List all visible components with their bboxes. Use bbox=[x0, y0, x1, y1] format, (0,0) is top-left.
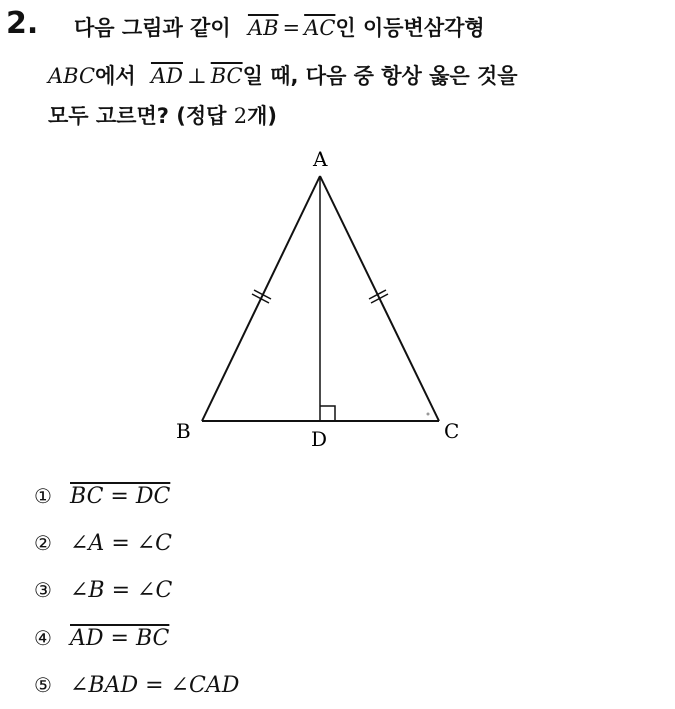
right-angle-mark bbox=[320, 406, 335, 421]
choice-4[interactable] bbox=[34, 626, 169, 651]
segment-ab: $\overline{AB}$ bbox=[247, 16, 279, 40]
question-line-3 bbox=[48, 100, 277, 130]
choice-1[interactable] bbox=[34, 484, 170, 509]
choice-text: ∠BAD = ∠CAD bbox=[70, 673, 240, 698]
triangle-figure bbox=[160, 140, 480, 460]
question-text: 에서 bbox=[95, 64, 136, 88]
vertex-label-a: A bbox=[313, 147, 328, 171]
question-line-2 bbox=[48, 60, 518, 90]
choice-text: BC = DC bbox=[70, 484, 171, 509]
choice-text: AD = BC bbox=[70, 626, 170, 651]
question-text: 개) bbox=[247, 104, 277, 128]
question-text: 다음 그림과 같이 bbox=[74, 16, 231, 40]
segment-ac: $\overline{AC}$ bbox=[304, 16, 336, 40]
angle-mark-c bbox=[427, 413, 430, 416]
vertex-label-d: D bbox=[311, 427, 328, 451]
question-line-1 bbox=[74, 12, 485, 42]
triangle-name: ABC bbox=[48, 64, 96, 88]
choice-mark: ④ bbox=[34, 626, 52, 650]
choice-2[interactable] bbox=[34, 531, 172, 556]
choice-mark: ③ bbox=[34, 578, 52, 602]
segment-ad: $\overline{AD}$ bbox=[150, 64, 183, 88]
segment-bc: $\overline{BC}$ bbox=[210, 64, 243, 88]
question-number: 2. bbox=[6, 6, 39, 41]
question-text: 인 이등변삼각형 bbox=[335, 16, 485, 40]
choice-mark: ② bbox=[34, 531, 52, 555]
vertex-label-b: B bbox=[176, 419, 191, 443]
choice-text: ∠A = ∠C bbox=[70, 531, 173, 556]
choice-mark: ① bbox=[34, 484, 52, 508]
perpendicular-sign: ⊥ bbox=[186, 64, 207, 88]
equals-sign: = bbox=[282, 16, 301, 40]
vertex-label-c: C bbox=[444, 419, 460, 443]
choice-text: ∠B = ∠C bbox=[70, 578, 173, 603]
answer-count: 2 bbox=[233, 104, 248, 128]
choice-5[interactable] bbox=[34, 673, 239, 698]
question-text: 모두 고르면? (정답 bbox=[48, 104, 227, 128]
choice-3[interactable] bbox=[34, 578, 172, 603]
choice-mark: ⑤ bbox=[34, 673, 52, 697]
question-text: 일 때, 다음 중 항상 옳은 것을 bbox=[242, 64, 518, 88]
